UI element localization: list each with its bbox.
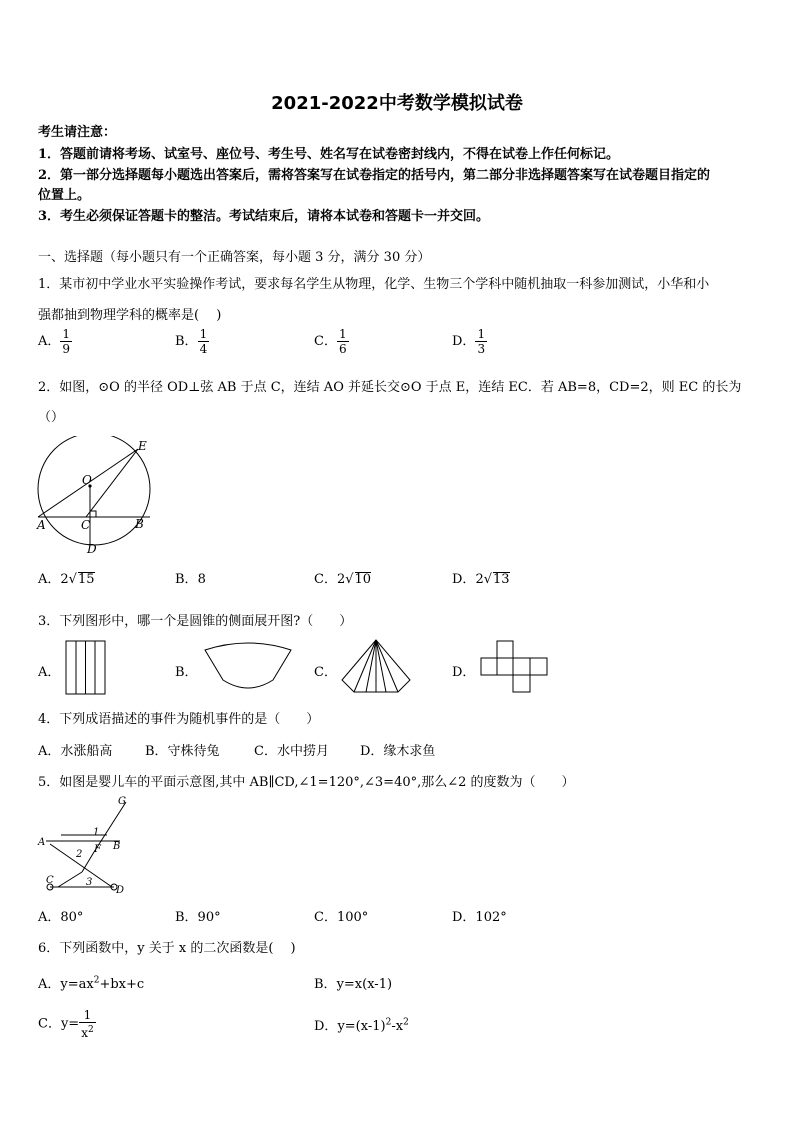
q5-stem: 5．如图是婴儿车的平面示意图,其中 AB∥CD,∠1=120°,∠3=40°,那么∠2 的度数为（ ） bbox=[38, 775, 575, 790]
q1-option-b: B． $\frac{1}{4}$ bbox=[175, 327, 208, 356]
q1-option-d: D． $\frac{1}{3}$ bbox=[452, 327, 486, 356]
label-g: G bbox=[118, 796, 126, 807]
q5-stroller-figure bbox=[36, 792, 136, 898]
q5-option-d: D．102° bbox=[452, 910, 507, 925]
q4-option-c: C．水中捞月 bbox=[254, 744, 329, 759]
q4-stem: 4．下列成语描述的事件为随机事件的是（ ） bbox=[38, 712, 320, 727]
label-c: C bbox=[81, 518, 91, 532]
q1-option-a: A． $\frac{1}{9}$ bbox=[38, 327, 71, 356]
notice-item: 2．第一部分选择题每小题选出答案后，需将答案写在试卷指定的括号内，第二部分非选择题答案写在试卷题目指定的 bbox=[38, 168, 711, 183]
label-c: C bbox=[46, 875, 54, 886]
q2-option-c: C．2√10 bbox=[314, 572, 372, 587]
q3-option-b-label: B． bbox=[175, 665, 198, 680]
label-f: F bbox=[94, 844, 101, 855]
angle-2-label: 2 bbox=[76, 849, 83, 860]
label-b: B bbox=[113, 841, 121, 852]
q6-option-d: D．$y=(x-1)^2-x^2$ bbox=[314, 1017, 409, 1034]
q2-stem: 2．如图，⊙O 的半径 OD⊥弦 AB 于点 C，连结 AO 并延长交⊙O 于点 E，连结 EC．若 AB=8，CD=2，则 EC 的长为 bbox=[38, 380, 742, 395]
q2-circle-figure bbox=[30, 436, 160, 558]
q1-option-c: C． $\frac{1}{6}$ bbox=[314, 327, 347, 356]
q6-option-c: C．y= $\frac{1}{x^2}$ bbox=[38, 1008, 94, 1040]
q4-option-a: A．水涨船高 bbox=[38, 744, 113, 759]
q2-stem: （） bbox=[38, 410, 65, 425]
q6-option-a: A．$y=ax^2+bx+c$ bbox=[38, 975, 145, 992]
notice-item: 3．考生必须保证答题卡的整洁。考试结束后，请将本试卷和答题卡一并交回。 bbox=[38, 209, 490, 224]
q3-option-d-label: D． bbox=[452, 665, 476, 680]
label-b: B bbox=[135, 517, 144, 531]
q2-option-d: D．2√13 bbox=[452, 572, 510, 587]
label-o: O bbox=[82, 473, 92, 487]
section-heading: 一、选择题（每小题只有一个正确答案，每小题 3 分，满分 30 分） bbox=[38, 250, 431, 265]
q4-option-b: B．守株待兔 bbox=[145, 744, 220, 759]
q5-option-c: C．100° bbox=[314, 910, 369, 925]
q4-option-d: D．缘木求鱼 bbox=[360, 744, 436, 759]
q2-option-a: A．2√15 bbox=[38, 572, 95, 587]
label-d: D bbox=[116, 885, 125, 896]
q3-cube-net-figure bbox=[480, 640, 552, 694]
label-d: D bbox=[87, 542, 97, 556]
q3-rectangle-figure bbox=[65, 640, 107, 696]
q6-stem: 6．下列函数中，y 关于 x 的二次函数是( ) bbox=[38, 941, 296, 956]
q2-option-b: B．8 bbox=[175, 572, 206, 587]
q3-option-a-label: A． bbox=[38, 665, 61, 680]
q3-option-c-label: C． bbox=[314, 665, 337, 680]
q3-stem: 3．下列图形中，哪一个是圆锥的侧面展开图?（ ） bbox=[38, 614, 353, 629]
notice-item: 1．答题前请将考场、试室号、座位号、考生号、姓名写在试卷密封线内，不得在试卷上作任何标记。 bbox=[38, 147, 620, 162]
q5-option-b: B．90° bbox=[175, 910, 221, 925]
q6-option-b: B．y=x(x-1) bbox=[314, 977, 393, 992]
notice-heading: 考生请注意： bbox=[38, 125, 117, 140]
q1-stem: 强都抽到物理学科的概率是( ) bbox=[38, 308, 222, 323]
q5-option-a: A．80° bbox=[38, 910, 84, 925]
q3-sector-figure bbox=[200, 640, 296, 692]
label-a: A bbox=[37, 518, 46, 532]
label-e: E bbox=[138, 439, 147, 453]
angle-3-label: 3 bbox=[86, 877, 93, 888]
page-title: 2021-2022中考数学模拟试卷 bbox=[271, 93, 523, 114]
notice-item: 位置上。 bbox=[38, 188, 91, 203]
q3-pyramid-figure bbox=[340, 638, 412, 696]
angle-1-label: 1 bbox=[93, 827, 100, 838]
q1-stem: 1．某市初中学业水平实验操作考试，要求每名学生从物理，化学、生物三个学科中随机抽取一科参加测试，小华和小 bbox=[38, 277, 710, 292]
label-a: A bbox=[38, 837, 46, 848]
